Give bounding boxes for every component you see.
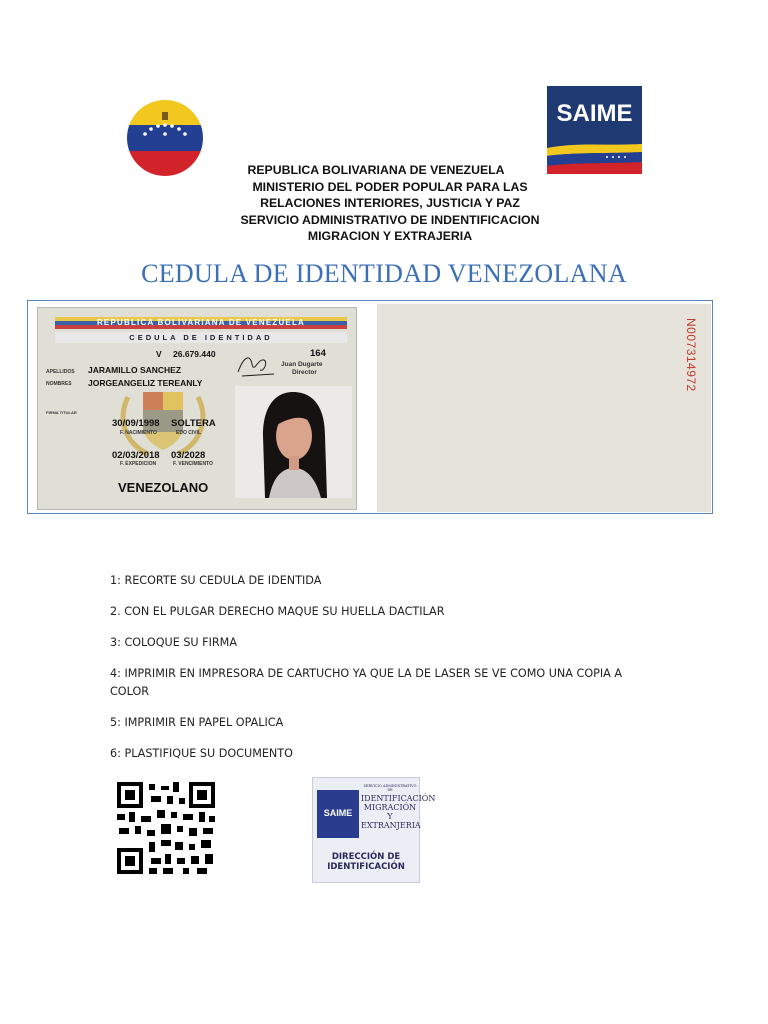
instruction-item: 2. CON EL PULGAR DERECHO MAQUE SU HUELLA DACTILAR	[110, 605, 445, 618]
saime-stamp	[312, 777, 436, 883]
card-band-top	[55, 317, 347, 329]
instruction-item: 4: IMPRIMIR EN IMPRESORA DE CARTUCHO YA QUE LA DE LASER SE VE COMO UNA COPIA A COLOR	[110, 667, 623, 698]
document-title: CEDULA DE IDENTIDAD VENEZOLANA	[141, 259, 627, 288]
saime-logo-text: SAIME	[556, 100, 633, 127]
director-signature	[234, 350, 278, 380]
instruction-item: 5: IMPRIMIR EN PAPEL OPALICA	[110, 716, 284, 729]
stamp-bottom-text	[313, 852, 419, 872]
card-band-sub-text: CEDULA DE IDENTIDAD	[129, 333, 273, 342]
label-firma: FIRMA TITULAR	[46, 410, 77, 415]
saime-logo	[547, 86, 642, 174]
label-apellidos: APELLIDOS	[46, 369, 75, 375]
stamp-right-text	[361, 784, 436, 830]
id-card-back	[377, 304, 711, 512]
header-line-1: REPUBLICA BOLIVARIANA DE VENEZUELA	[247, 163, 505, 177]
nationality: VENEZOLANO	[118, 480, 209, 495]
director-title: Director	[292, 369, 317, 376]
apellidos: JARAMILLO SANCHEZ	[88, 365, 182, 375]
header-line-2: MINISTERIO DEL PODER POPULAR PARA LAS	[252, 179, 528, 194]
header-text	[200, 162, 580, 245]
header-line-5: MIGRACION Y EXTRAJERIA	[307, 229, 473, 243]
instruction-item: 6: PLASTIFIQUE SU DOCUMENTO	[110, 747, 293, 760]
stamp-bottom-line-2: IDENTIFICACIÓN	[327, 862, 405, 872]
nombres: JORGEANGELIZ TEREANLY	[88, 378, 203, 388]
label-issue: F. EXPEDICION	[120, 461, 157, 467]
holder-photo	[235, 386, 352, 498]
header-line-3: RELACIONES INTERIORES, JUSTICIA Y PAZ	[260, 196, 520, 210]
director-name: Juan Dugarte	[281, 361, 323, 368]
stamp-logo	[317, 790, 359, 838]
civil-status: SOLTERA	[171, 418, 216, 429]
stamp-small-text: SERVICIO ADMINISTRATIVO DE	[363, 784, 417, 792]
id-card-front	[37, 307, 357, 510]
birth-date: 30/09/1998	[112, 418, 160, 429]
label-nombres: NOMBRES	[46, 381, 72, 387]
stamp-big-text: IDENTIFICACIÓN MIGRACIÓN Y EXTRANJERIA	[361, 794, 436, 830]
instruction-item: 1: RECORTE SU CEDULA DE IDENTIDA	[110, 574, 322, 587]
expiry-date: 03/2028	[171, 450, 206, 461]
instruction-item: 3: COLOQUE SU FIRMA	[110, 636, 237, 649]
label-expiry: F. VENCIMIENTO	[173, 461, 213, 467]
stamp-bottom-line-1: DIRECCIÓN DE	[331, 852, 401, 862]
id-prefix: V	[156, 349, 162, 359]
label-civil: EDO CIVIL	[176, 430, 202, 436]
box-number: 164	[310, 348, 326, 359]
label-birth: F. NACIMIENTO	[120, 430, 157, 436]
stamp-logo-text: SAIME	[323, 808, 353, 818]
instructions-list	[110, 572, 670, 776]
qr-code	[117, 782, 215, 874]
header-line-4: SERVICIO ADMINISTRATIVO DE INDENTIFICACION	[240, 212, 540, 227]
id-number: 26.679.440	[173, 349, 216, 359]
card-band-top-text: REPUBLICA BOLIVARIANA DE VENEZUELA	[96, 318, 306, 327]
serial-number: N007314972	[684, 318, 698, 392]
issue-date: 02/03/2018	[112, 450, 160, 461]
card-band-sub	[55, 332, 347, 343]
